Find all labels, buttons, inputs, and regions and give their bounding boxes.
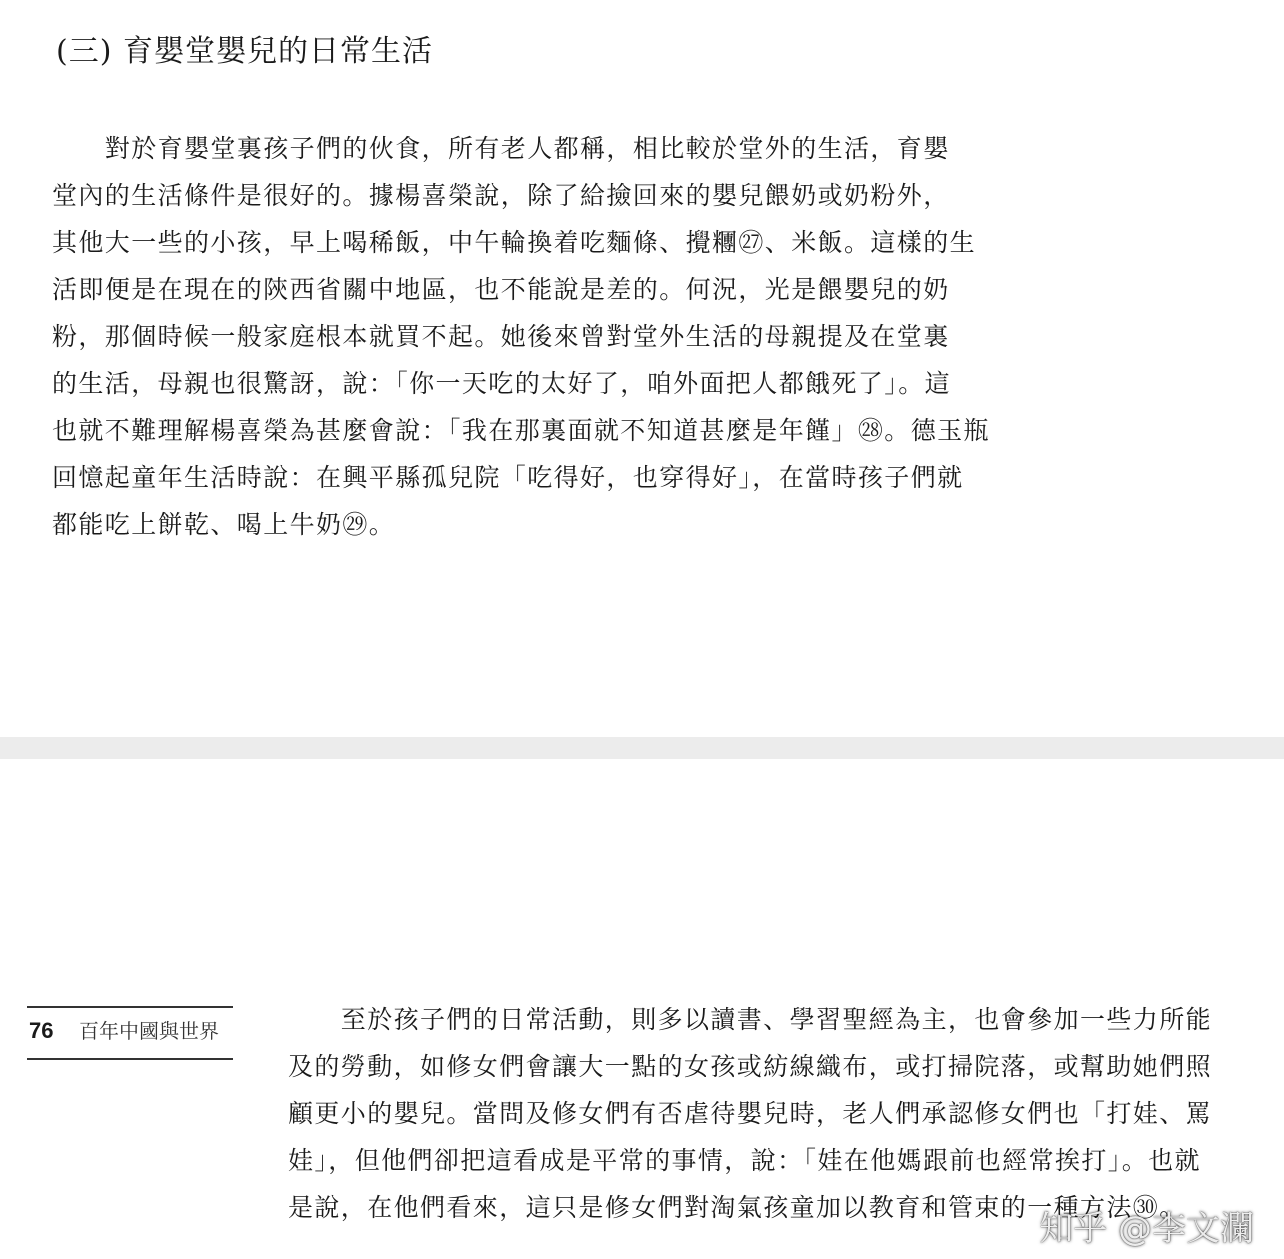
text-line: 是說，在他們看來，這只是修女們對淘氣孩童加以教育和管束的一種方法㉚。 — [288, 1193, 1186, 1222]
text-line: 及的勞動，如修女們會讓大一點的女孩或紡線織布，或打掃院落，或幫助她們照 — [288, 1052, 1213, 1081]
bottom-page — [0, 759, 1284, 1259]
section-title: (三) 育嬰堂嬰兒的日常生活 — [56, 34, 433, 69]
text-line: 娃」，但他們卻把這看成是平常的事情，說：「娃在他媽跟前也經常挨打」。也就 — [288, 1146, 1201, 1175]
text-line: 粉，那個時候一般家庭根本就買不起。她後來曾對堂外生活的母親提及在堂裏 — [52, 322, 950, 351]
text-line: 對於育嬰堂裏孩子們的伙食，所有老人都稱，相比較於堂外的生活，育嬰 — [52, 134, 950, 163]
text-line: 活即便是在現在的陝西省關中地區，也不能說是差的。何況，光是餵嬰兒的奶 — [52, 275, 950, 304]
running-head — [27, 1006, 233, 1060]
text-line: 顧更小的嬰兒。當問及修女們有否虐待嬰兒時，老人們承認修女們也「打娃、罵 — [288, 1099, 1213, 1128]
text-line: 回憶起童年生活時說：在興平縣孤兒院「吃得好，也穿得好」，在當時孩子們就 — [52, 463, 964, 492]
text-line: 也就不難理解楊喜榮為甚麼會說：「我在那裏面就不知道甚麼是年饉」㉘。德玉瓶 — [52, 416, 990, 445]
page-separator — [0, 737, 1284, 759]
text-line: 至於孩子們的日常活動，則多以讀書、學習聖經為主，也會參加一些力所能 — [288, 1005, 1213, 1034]
text-line: 的生活，母親也很驚訝，說：「你一天吃的太好了，咱外面把人都餓死了」。這 — [52, 369, 952, 398]
text-line: 都能吃上餅乾、喝上牛奶㉙。 — [52, 510, 396, 539]
watermark: 知乎 @李文瀾 — [1039, 1209, 1254, 1249]
text-line: 堂內的生活條件是很好的。據楊喜榮說，除了給撿回來的嬰兒餵奶或奶粉外， — [52, 181, 950, 210]
book-title: 百年中國與世界 — [79, 1019, 219, 1043]
page-number: 76 — [29, 1018, 54, 1043]
text-line: 其他大一些的小孩，早上喝稀飯，中午輪換着吃麵條、攪糰㉗、米飯。這樣的生 — [52, 228, 977, 257]
paragraph-diet — [52, 125, 1012, 548]
paragraph-activities — [288, 996, 1248, 1231]
